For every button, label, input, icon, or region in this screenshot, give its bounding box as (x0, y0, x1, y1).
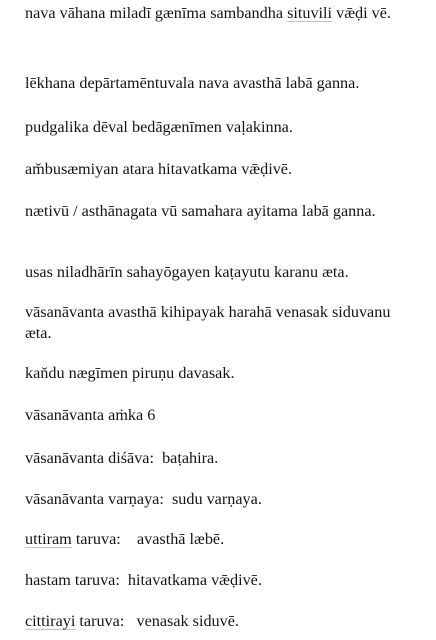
text-segment: vāsanāvanta avasthā kihipayak harahā venasak siduvanu æta. (25, 303, 391, 342)
paragraph-vehicle-purchase (25, 3, 415, 24)
text-segment: pudgalika dēval bedāgænīmen vaḷakinna. (25, 118, 293, 136)
paragraph-uttiram-star (25, 529, 415, 550)
text-segment: vāsanāvanta varṇaya: sudu varṇaya. (25, 490, 262, 508)
paragraph-officials-support (25, 262, 415, 283)
spellcheck-underlined-word[interactable]: uttiram (25, 530, 72, 548)
text-segment: usas niladhārīn sahayōgayen kaṭayutu karanu æta. (25, 263, 349, 281)
text-segment: vāsanāvanta diśāva: baṭahira. (25, 449, 219, 467)
paragraph-personal-division (25, 117, 415, 138)
text-segment: lēkhana depārtamēntuvala nava avasthā labā ganna. (25, 74, 360, 92)
paragraph-couple-relations (25, 159, 415, 180)
text-segment: kan̆du nægīmen piruṇu davasak. (25, 364, 235, 382)
text-segment: vǣḍi vē. (332, 4, 391, 22)
paragraph-lucky-direction (25, 448, 415, 469)
paragraph-cittirayi-star (25, 611, 415, 632)
text-segment: hastam taruva: hitavatkama vǣḍivē. (25, 571, 262, 589)
paragraph-sad-day (25, 363, 415, 384)
text-segment: am̆busæmiyan atara hitavatkama vǣḍivē. (25, 160, 293, 178)
paragraph-document-departments (25, 73, 415, 94)
text-segment: nava vāhana miladī gænīma sambandha (25, 4, 288, 22)
spellcheck-underlined-word[interactable]: cittirayi (25, 612, 76, 630)
paragraph-lucky-number (25, 405, 415, 426)
spellcheck-underlined-word[interactable]: situvili (287, 4, 333, 22)
text-segment: taruva: avasthā læbē. (71, 530, 225, 548)
paragraph-lucky-colour (25, 489, 415, 510)
text-segment: taruva: venasak siduvē. (75, 612, 239, 630)
text-segment: nætivū / asthānagata vū samahara ayitama labā ganna. (25, 202, 376, 220)
paragraph-lucky-changes (25, 302, 415, 344)
text-segment: vāsanāvanta aṁka 6 (25, 406, 156, 424)
paragraph-hastam-star (25, 570, 415, 591)
paragraph-lost-items (25, 201, 415, 222)
